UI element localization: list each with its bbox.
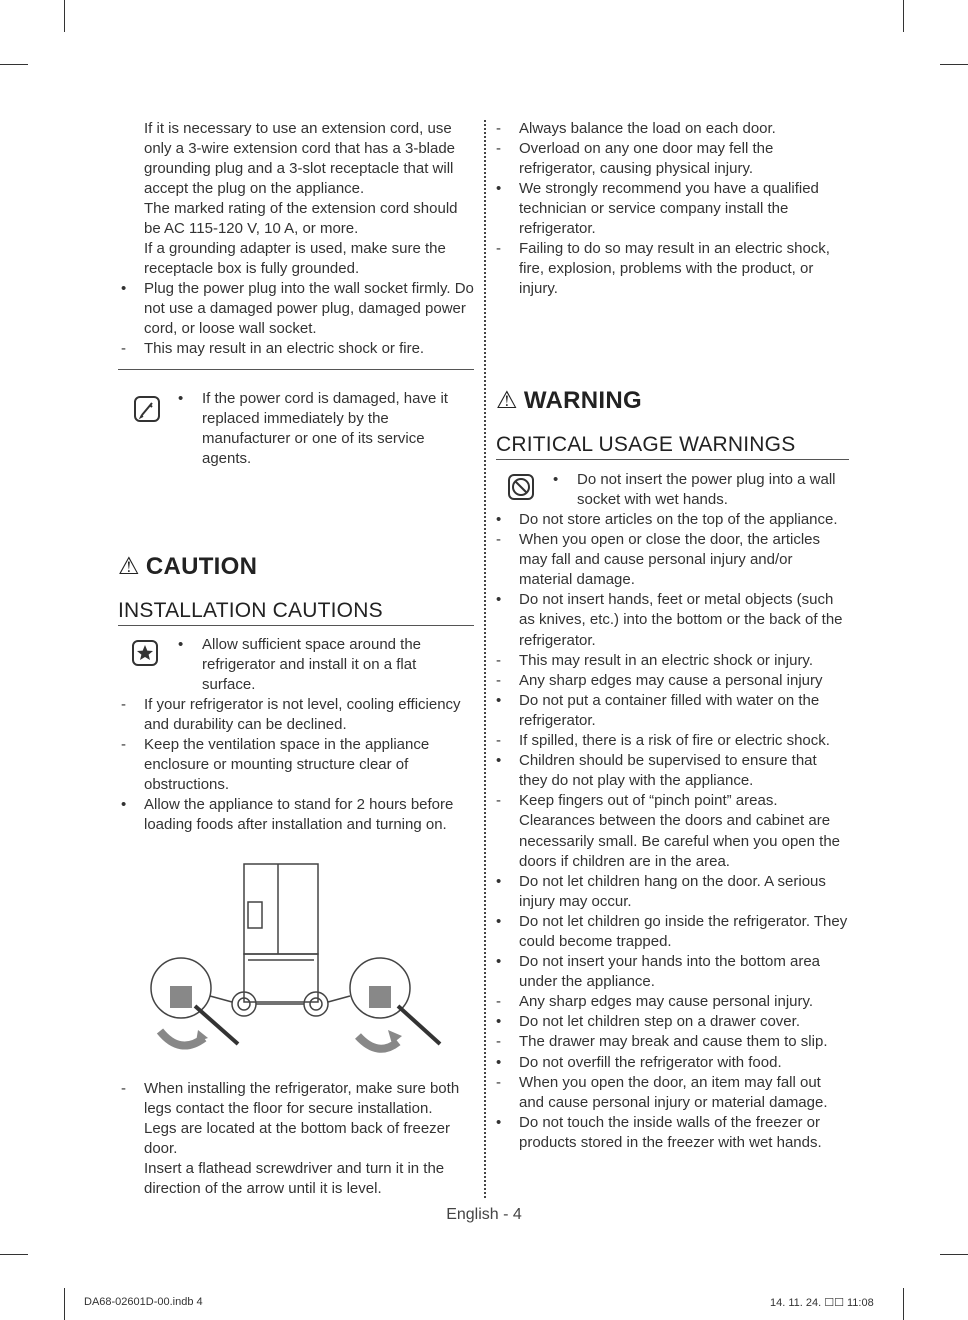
caution-heading: ⚠ CAUTION [118,553,258,580]
list-item: • Do not put a container filled with water on the refrigerator. [496,691,820,729]
print-timestamp: 14. 11. 24. ☐☐ 11:08 [770,1297,874,1309]
dash-marker: - [121,736,126,753]
list-item: • Do not store articles on the top of the appliance. [496,511,838,528]
note-wet-hands [553,470,849,510]
note-text: Do not insert the power plug into a wall socket with wet hands. [577,471,836,508]
bullet-text: Plug the power plug into the wall socket firmly. Do not use a damaged power plug, damaged power cord, or loose wall socket. [144,280,474,337]
list-item: - The drawer may break and cause them to slip. [496,1033,828,1051]
dash-item: - Overload on any one door may fell the refrigerator, causing physical injury. [496,140,774,177]
dash-item: - Always balance the load on each door. [496,120,776,137]
section-separator [118,369,474,370]
dash-item [118,1079,474,1119]
crop-mark [64,1288,65,1320]
dash-marker: - [121,340,126,357]
dash-item [118,735,474,795]
left-intro [118,119,474,359]
list-item: • Do not let children go inside the refrigerator. They could become trapped. [496,912,848,950]
refrigerator-leveling-illustration [140,856,470,1066]
note-power-cord [178,389,468,469]
intro-paragraph: If it is necessary to use an extension cord, use only a 3-wire extension cord that has a 3-blade grounding plug and a 3-slot receptacle that will accept the plug on the appliance. [144,120,456,197]
crop-mark [940,1254,968,1255]
note-text: If the power cord is damaged, have it replaced immediately by the manufacturer or one of its service agents. [202,390,448,467]
bullet-item [118,795,474,835]
bullet-marker: • [121,796,127,813]
crop-mark [903,1288,904,1320]
intro-paragraph: If a grounding adapter is used, make sure the receptacle box is fully grounded. [144,240,446,277]
final-install-note [118,1079,474,1199]
dash-item: - Failing to do so may result in an electric shock, fire, explosion, problems with the product, or injury. [496,240,830,297]
prohibition-icon [508,474,534,500]
paragraph: Insert a flathead screwdriver and turn it in the direction of the arrow until it is level. [144,1160,445,1197]
warning-triangle-icon: ⚠ [496,387,518,414]
bullet-item: • We strongly recommend you have a qualified technician or service company install the refrigerator. [496,180,819,237]
column-divider [484,120,486,1198]
bullet-marker: • [178,636,184,653]
installation-list [118,695,474,835]
list-item: - When you open the door, an item may fall out and cause personal injury or material damage. [496,1073,828,1111]
bullet-marker: • [178,390,184,407]
dash-marker: - [121,1080,126,1097]
dash-marker: - [121,696,126,713]
list-item: - Any sharp edges may cause personal injury. [496,993,814,1011]
bullet-marker: • [553,471,559,488]
list-item: • Do not touch the inside walls of the freezer or products stored in the freezer with wet hands. [496,1113,822,1151]
note-text: Allow sufficient space around the refrigerator and install it on a flat surface. [202,636,422,693]
list-item: • Do not insert your hands into the bottom area under the appliance. [496,953,821,991]
pencil-note-icon [134,396,160,422]
paragraph: Legs are located at the bottom back of freezer door. [144,1120,451,1157]
dash-item [118,339,474,359]
star-note-icon [132,640,158,666]
critical-usage-title: CRITICAL USAGE WARNINGS [496,433,849,460]
list-item: • Children should be supervised to ensure that they do not play with the appliance. [496,752,817,790]
crop-mark [0,1254,28,1255]
dash-text: When installing the refrigerator, make sure both legs contact the floor for secure installation. [144,1080,460,1117]
critical-warnings-list [493,510,849,1153]
bullet-marker: • [121,280,127,297]
list-item: - If spilled, there is a risk of fire or electric shock. [496,732,830,750]
list-item: • Do not insert hands, feet or metal objects (such as knives, etc.) into the bottom or the back of the refrigerator. [496,591,843,649]
list-item: - Keep fingers out of “pinch point” areas. Clearances between the doors and cabinet are necessarily small. Be careful when you open the doors if children are in the area. [496,792,841,870]
dash-text: Keep the ventilation space in the appliance enclosure or mounting structure clear of obstructions. [144,736,430,793]
crop-mark [0,64,28,65]
list-item: - Any sharp edges may cause a personal injury [496,671,823,689]
list-item: • Do not let children step on a drawer cover. [496,1013,800,1031]
right-top-list [493,119,849,299]
list-item: - When you open or close the door, the articles may fall and cause personal injury and/or material damage. [496,531,821,589]
crop-mark [903,0,904,32]
crop-mark [940,64,968,65]
list-item: • Do not let children hang on the door. A serious injury may occur. [496,872,826,910]
bullet-item [118,279,474,339]
warning-heading: ⚠ WARNING [496,387,642,414]
page-number: English - 4 [446,1206,522,1223]
file-name: DA68-02601D-00.indb 4 [84,1296,203,1308]
intro-paragraph: The marked rating of the extension cord should be AC 115-120 V, 10 A, or more. [144,200,458,237]
installation-cautions-title: INSTALLATION CAUTIONS [118,599,474,626]
bullet-text: Allow the appliance to stand for 2 hours before loading foods after installation and turning on. [144,796,454,833]
crop-mark [64,0,65,32]
list-item: • Do not overfill the refrigerator with food. [496,1053,782,1071]
dash-text: This may result in an electric shock or fire. [144,340,425,357]
dash-text: If your refrigerator is not level, cooling efficiency and durability can be declined. [144,696,461,733]
warning-triangle-icon: ⚠ [118,553,140,580]
list-item: - This may result in an electric shock or injury. [496,651,813,669]
note-install-space [178,635,468,695]
dash-item [118,695,474,735]
